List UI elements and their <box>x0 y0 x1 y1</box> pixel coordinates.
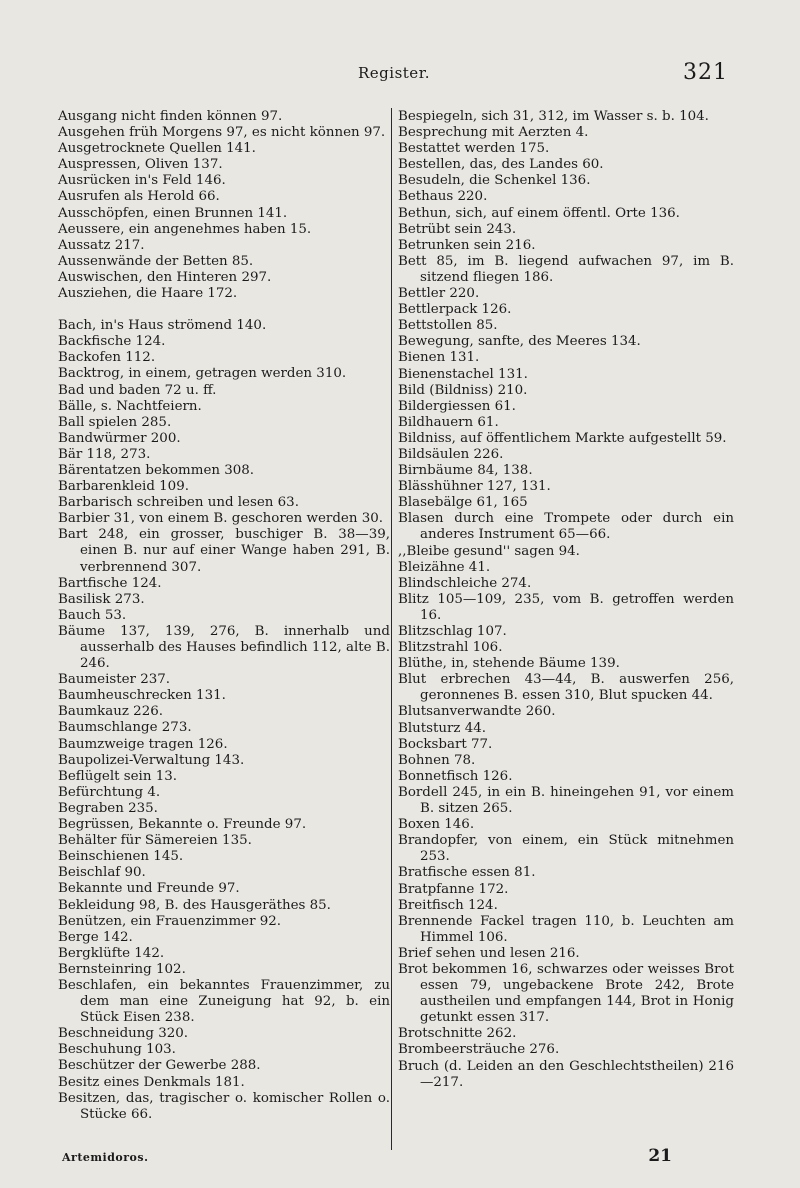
index-entry: Baumkauz 226. <box>58 704 163 720</box>
index-entry: Benützen, ein Frauenzimmer 92. <box>58 913 282 929</box>
index-entry: Auswischen, den Hinteren 297. <box>58 269 272 285</box>
index-entry: Blitz 105—109, 235, vom B. getroffen werden 16. <box>398 591 734 623</box>
index-entry: Behälter für Sämereien 135. <box>58 833 252 849</box>
index-entry: Blutsturz 44. <box>398 720 487 736</box>
index-entry: Bartfische 124. <box>58 575 162 591</box>
index-entry: Bethun, sich, auf einem öffentl. Orte 136. <box>398 205 680 221</box>
index-entry: Birnbäume 84, 138. <box>398 463 533 479</box>
index-entry: Bocksbart 77. <box>398 736 493 752</box>
index-entry: Brot bekommen 16, schwarzes oder weisses Brot essen 79, ungebackene Brote 242, Brote austheilen und empfangen 144, Brot in Honig getunkt essen 317. <box>398 961 734 1026</box>
index-entry: Ausziehen, die Haare 172. <box>58 286 238 302</box>
index-entry: Ball spielen 285. <box>58 414 172 430</box>
index-entry: Bach, in's Haus strömend 140. <box>58 318 267 334</box>
index-entry: Bälle, s. Nachtfeiern. <box>58 398 202 414</box>
index-entry: Aeussere, ein angenehmes haben 15. <box>58 221 312 237</box>
index-entry: Bratpfanne 172. <box>398 881 509 897</box>
index-entry: Blitzstrahl 106. <box>398 640 503 656</box>
index-entry: Befürchtung 4. <box>58 784 161 800</box>
index-entry: Barbier 31, von einem B. geschoren werden 30. <box>58 511 384 527</box>
index-entry: Bohnen 78. <box>398 752 476 768</box>
index-entry: Baumzweige tragen 126. <box>58 736 228 752</box>
index-entry: Backtrog, in einem, getragen werden 310. <box>58 366 347 382</box>
index-entry: Bettlerpack 126. <box>398 302 512 318</box>
index-entry: Barbarenkleid 109. <box>58 479 189 495</box>
index-entry: Brombeersträuche 276. <box>398 1042 560 1058</box>
index-entry: Beschützer der Gewerbe 288. <box>58 1058 261 1074</box>
page-footer <box>62 1146 672 1168</box>
index-entry: Blasebälge 61, 165 <box>398 495 528 511</box>
index-entry: Bleizähne 41. <box>398 559 491 575</box>
index-entry: Bett 85, im B. liegend aufwachen 97, im B. sitzend fliegen 186. <box>398 253 734 285</box>
index-entry: Bratfische essen 81. <box>398 865 536 881</box>
index-entry: Blasen durch eine Trompete oder durch ein anderes Instrument 65—66. <box>398 511 734 543</box>
sheet-number: 21 <box>648 1146 672 1166</box>
index-entry: Bild (Bildniss) 210. <box>398 382 528 398</box>
index-entry: Betrunken sein 216. <box>398 237 536 253</box>
index-entry: Bandwürmer 200. <box>58 430 181 446</box>
index-entry: Aussenwände der Betten 85. <box>58 253 254 269</box>
index-entry: Bildergiessen 61. <box>398 398 516 414</box>
index-entry: Brotschnitte 262. <box>398 1026 517 1042</box>
index-entry: Ausrücken in's Feld 146. <box>58 173 226 189</box>
index-entry: Bildhauern 61. <box>398 414 499 430</box>
index-entry: Baumschlange 273. <box>58 720 192 736</box>
index-entry: Bruch (d. Leiden an den Geschlechtstheilen) 216—217. <box>398 1058 734 1090</box>
index-entry: Baupolizei-Verwaltung 143. <box>58 752 245 768</box>
index-entry: Bauch 53. <box>58 607 127 623</box>
index-entry: Bärentatzen bekommen 308. <box>58 462 255 478</box>
index-entry: Bildsäulen 226. <box>398 446 504 462</box>
index-entry: Bergklüfte 142. <box>58 945 165 961</box>
index-entry: Berge 142. <box>58 929 133 945</box>
index-entry: Blutsanverwandte 260. <box>398 704 556 720</box>
index-entry: Beschneidung 320. <box>58 1026 189 1042</box>
right-column <box>398 109 734 1091</box>
index-entry: Bordell 245, in ein B. hineingehen 91, vor einem B. sitzen 265. <box>398 784 734 817</box>
index-entry: Bonnetfisch 126. <box>398 768 513 784</box>
index-entry: Bettstollen 85. <box>398 318 498 334</box>
index-entry: Begraben 235. <box>58 800 158 816</box>
index-entry: Ausgehen früh Morgens 97, es nicht können 97. <box>58 125 386 141</box>
index-entry: Bad und baden 72 u. ff. <box>58 382 217 398</box>
index-entry: Basilisk 273. <box>58 591 145 607</box>
index-entry: Baumheuschrecken 131. <box>58 688 226 704</box>
index-entry: Bienenstachel 131. <box>398 366 528 382</box>
index-entry: Beschlafen, ein bekanntes Frauenzimmer, zu dem man eine Zuneigung hat 92, b. ein Stück Eisen 238. <box>58 977 390 1026</box>
index-entry: Blut erbrechen 43—44, B. auswerfen 256, geronnenes B. essen 310, Blut spucken 44. <box>398 672 734 704</box>
index-entry: Blitzschlag 107. <box>398 624 507 639</box>
index-entry: Beischlaf 90. <box>58 865 146 881</box>
index-entry: Besitzen, das, tragischer o. komischer Rollen o. Stücke 66. <box>58 1090 390 1122</box>
index-entry: Breitfisch 124. <box>398 897 498 913</box>
index-entry: Begrüssen, Bekannte o. Freunde 97. <box>58 817 307 833</box>
index-entry: Betrübt sein 243. <box>398 221 517 237</box>
index-entry: Brennende Fackel tragen 110, b. Leuchten am Himmel 106. <box>398 913 734 945</box>
index-entry: Brandopfer, von einem, ein Stück mitnehmen 253. <box>398 833 734 865</box>
index-entry: Backofen 112. <box>58 350 156 366</box>
index-entry: Bewegung, sanfte, des Meeres 134. <box>398 334 641 350</box>
index-entry: Bäume 137, 139, 276, B. innerhalb und ausserhalb des Hauses befindlich 112, alte B. 246. <box>58 623 390 672</box>
index-entry: Bildniss, auf öffentlichem Markte aufgestellt 59. <box>398 430 727 446</box>
index-entry: Bekleidung 98, B. des Hausgeräthes 85. <box>58 897 331 913</box>
index-entry: Beschuhung 103. <box>58 1042 176 1058</box>
index-entry: Blässhühner 127, 131. <box>398 479 551 495</box>
section-gap <box>58 302 390 318</box>
index-entry: Bart 248, ein grosser, buschiger B. 38—39, einen B. nur auf einer Wange haben 291, B. verbrennend 307. <box>58 527 390 575</box>
index-entry: Bär 118, 273. <box>58 446 151 462</box>
index-entry: Beinschienen 145. <box>58 849 184 865</box>
index-entry: ,,Bleibe gesund'' sagen 94. <box>398 543 580 559</box>
index-entry: Ausrufen als Herold 66. <box>58 189 220 205</box>
index-entry: Blindschleiche 274. <box>398 575 532 591</box>
index-entry: Blüthe, in, stehende Bäume 139. <box>398 656 620 672</box>
left-column <box>58 109 390 1123</box>
running-title: Register. <box>358 64 430 82</box>
index-entry: Brief sehen und lesen 216. <box>398 945 580 961</box>
index-entry: Bernsteinring 102. <box>58 961 186 977</box>
page-number: 321 <box>683 60 728 85</box>
index-entry: Besudeln, die Schenkel 136. <box>398 173 591 189</box>
index-entry: Besprechung mit Aerzten 4. <box>398 125 589 141</box>
index-entry: Auspressen, Oliven 137. <box>58 157 223 173</box>
column-divider <box>391 108 392 1150</box>
index-entry: Bethaus 220. <box>398 189 488 205</box>
index-entry: Bestellen, das, des Landes 60. <box>398 157 604 173</box>
index-entry: Bestattet werden 175. <box>398 141 550 157</box>
signature-mark: Artemidoros. <box>62 1151 149 1164</box>
index-entry: Barbarisch schreiben und lesen 63. <box>58 495 299 511</box>
index-entry: Bienen 131. <box>398 350 480 366</box>
index-entry: Besitz eines Denkmals 181. <box>58 1074 245 1090</box>
index-entry: Beflügelt sein 13. <box>58 768 177 784</box>
index-entry: Boxen 146. <box>398 817 475 833</box>
index-entry: Bespiegeln, sich 31, 312, im Wasser s. b. 104. <box>398 109 709 124</box>
index-entry: Bekannte und Freunde 97. <box>58 881 240 897</box>
index-entry: Baumeister 237. <box>58 672 171 688</box>
index-entry: Ausgang nicht finden können 97. <box>58 109 283 124</box>
index-entry: Backfische 124. <box>58 334 166 350</box>
index-entry: Aussatz 217. <box>58 237 145 253</box>
index-entry: Bettler 220. <box>398 286 480 302</box>
index-entry: Ausgetrocknete Quellen 141. <box>58 141 256 157</box>
page-header <box>54 62 734 90</box>
index-entry: Ausschöpfen, einen Brunnen 141. <box>58 205 288 221</box>
